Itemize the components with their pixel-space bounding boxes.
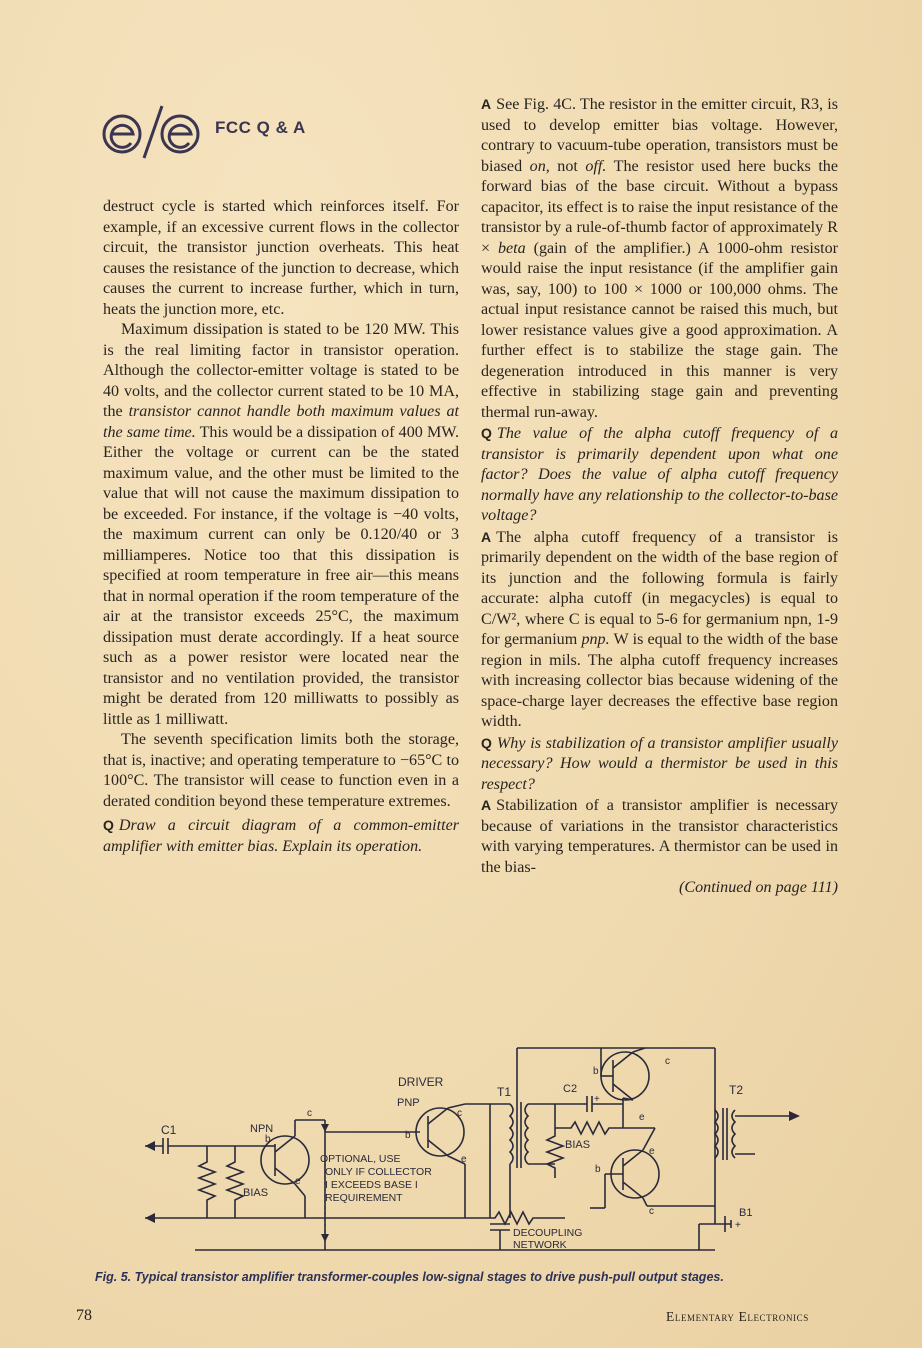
label-npn-base: b	[265, 1134, 271, 1145]
label-t1: T1	[497, 1085, 512, 1099]
label-b1-plus: +	[735, 1220, 741, 1231]
label-optional-2: ONLY IF COLLECTOR	[325, 1166, 432, 1178]
circuit-diagram	[135, 1028, 815, 1254]
label-npn-collector: c	[307, 1108, 312, 1119]
paragraph: destruct cycle is started which reinforces itself. For example, if an excessive current flows in the collector circuit, the transistor junction overheats. This heat causes the resistance of the junction to decrease, which causes the current to increase further, which in turn, heats the junction more, etc.	[103, 198, 459, 318]
label-t2: T2	[729, 1083, 744, 1097]
paragraph: The seventh specification limits both the storage, that is, inactive; and operating temperature to −65°C to 100°C. The transistor will cease to function even in a derated condition beyond these temperature extremes.	[103, 731, 459, 810]
magazine-logo	[100, 100, 200, 162]
question: Q The value of the alpha cutoff frequency of a transistor is primarily dependent upon what one factor? Does the value of alpha cutoff frequency normally have any relationship to the collector-to-base voltage?	[481, 425, 838, 524]
label-npn: NPN	[250, 1123, 274, 1135]
right-column	[481, 94, 838, 899]
answer: A See Fig. 4C. The resistor in the emitter circuit, R3, is used to develop emitter bias voltage. However, contrary to vacuum-tube operation, transistors must be biased on, not off. The resistor used here bucks the forward bias of the base circuit. Without a bypass capacitor, its effect is to raise the input resistance of the transistor by a rule-of-thumb factor of approximately R × beta (gain of the amplifier.) A 1000-ohm resistor would raise the input resistance (if the amplifier gain was, say, 100) to 100 × 1000 or 100,000 ohms. The actual input resistance cannot be raised this much, but lower resistance values give a good approximation. A further effect is to stabilize the stage gain. The degeneration introduced in this manner is very effective in stabilizing stage gain and preventing thermal run-away.	[481, 96, 839, 421]
label-bias-right: BIAS	[565, 1139, 591, 1151]
label-driver: DRIVER	[398, 1075, 444, 1089]
label-pnp-base: b	[405, 1130, 411, 1141]
magazine-name: Elementary Electronics	[666, 1309, 809, 1324]
label-c2: C2	[563, 1083, 578, 1095]
label-bias-left: BIAS	[243, 1187, 269, 1199]
section-title: FCC Q & A	[215, 118, 306, 137]
label-c1: C1	[161, 1123, 177, 1137]
label-lower-base: b	[595, 1164, 601, 1175]
page-number: 78	[76, 1307, 92, 1324]
label-network: NETWORK	[513, 1239, 567, 1251]
label-decoupling: DECOUPLING	[513, 1227, 583, 1239]
answer: A Stabilization of a transistor amplifier is necessary because of variations in the transistor characteristics with varying temperatures. A thermistor can be used in the bias-	[481, 797, 838, 876]
label-lower-emitter: e	[649, 1146, 655, 1157]
label-npn-emitter: e	[295, 1176, 301, 1187]
continued-note: (Continued on page 111)	[679, 879, 838, 896]
answer: A The alpha cutoff frequency of a transistor is primarily dependent on the width of the base region of its junction and the following formula is fairly accurate: alpha cutoff (in megacycles) is equal to C/W², where C is equal to 5-6 for germanium npn, 1-9 for germanium pnp. W is equal to the width of the base region in mils. The alpha cutoff frequency increases with increasing collector bias because widening of the space-charge layer decreases the effective base region width.	[481, 528, 838, 730]
label-pnp-emitter: e	[461, 1154, 467, 1165]
label-c2-plus: +	[594, 1094, 600, 1105]
paragraph: Maximum dissipation is stated to be 120 MW. This is the real limiting factor in transistor operation. Although the collector-emitter voltage is stated to be 40 volts, and the collector current stated to be 10 MA, the transistor cannot handle both maximum values at the same time. This would be a dissipation of 400 MW. Either the voltage or current can be the stated maximum value, and the other must be limited to the value that will not cause the maximum dissipation to be exceeded. For instance, if the voltage is −40 volts, the maximum current can only be 0.120/40 or 3 milliamperes. Notice too that this dissipation is specified at room temperature in free air—this means that in normal operation if the room temperature of the air at the transistor exceeds 25°C, the maximum dissipation must derate accordingly. If a heat source such as a power resistor were located near the transistor and no ventilation provided, the transistor might be derated from 120 milliwatts to possibly as little as 1 milliwatt.	[103, 321, 459, 728]
label-pnp: PNP	[397, 1097, 420, 1109]
question: Q Why is stabilization of a transistor amplifier usually necessary? How would a thermistor be used in this respect?	[481, 734, 838, 793]
left-column	[103, 197, 459, 857]
label-optional-1: OPTIONAL, USE	[320, 1153, 401, 1165]
label-upper-emitter: e	[639, 1112, 645, 1123]
figure-caption: Fig. 5. Typical transistor amplifier transformer-couples low-signal stages to drive push-pull output stages.	[95, 1270, 724, 1284]
label-b1: B1	[739, 1207, 753, 1219]
question: Q Draw a circuit diagram of a common-emitter amplifier with emitter bias. Explain its operation.	[103, 817, 459, 855]
label-lower-collector: c	[649, 1206, 654, 1217]
label-optional-3: I EXCEEDS BASE I	[325, 1179, 418, 1191]
label-optional-4: REQUIREMENT	[325, 1192, 403, 1204]
label-upper-collector: c	[665, 1056, 670, 1067]
label-pnp-collector: c	[457, 1108, 462, 1119]
label-upper-base: b	[593, 1066, 599, 1077]
